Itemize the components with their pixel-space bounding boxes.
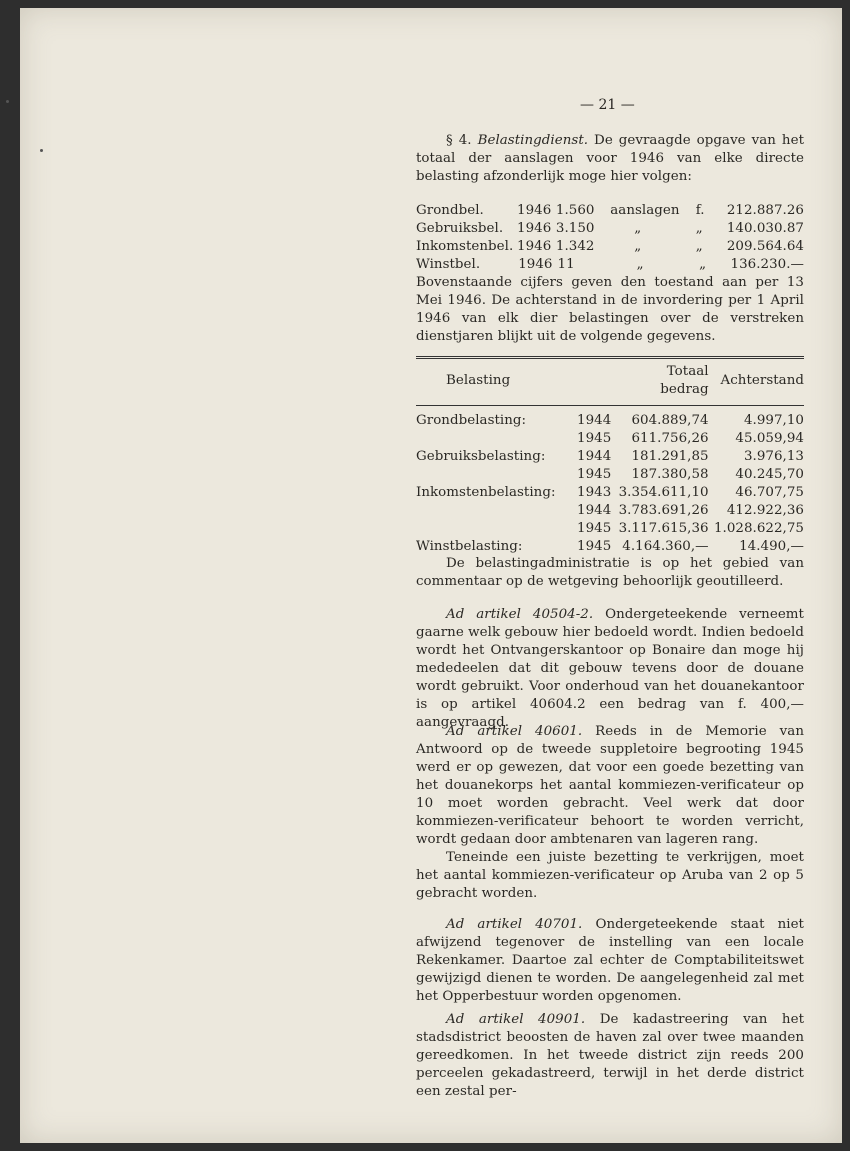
section-intro: [416, 132, 804, 186]
table-row: Grondbelasting: 1944 604.889,74 4.997,10: [416, 406, 804, 431]
col-header-arrears: Achterstand: [720, 373, 804, 388]
assessment-line: Winstbel. 1946 11 „ „ 136.230.—: [416, 257, 804, 272]
section-mark: § 4.: [446, 133, 472, 148]
article-lead: Ad artikel 40901.: [446, 1012, 586, 1027]
table-row: Winstbelasting: 1945 4.164.360,— 14.490,—: [416, 539, 804, 554]
article-lead: Ad artikel 40601.: [446, 724, 583, 739]
margin-mark: [6, 100, 9, 103]
section-intro-text: De gevraagde opgave van het totaal der aanslagen voor 1946 van elke directe belasting afzonderlijk moge hier volgen:: [416, 133, 804, 184]
article-lead: Ad artikel 40504-2.: [446, 607, 594, 622]
document-page: [20, 8, 842, 1143]
assessment-line: Inkomstenbel. 1946 1.342 „ „ 209.564.64: [416, 239, 804, 254]
paragraph-article-40601: Ad artikel 40601. Reeds in de Memorie van Antwoord op de tweede suppletoire begrooting 1945 werd er op gewezen, dat voor een goede bezetting van het douanekorps het aantal kommiezen-verificateur op 10 moet worden gebracht. Veel werk dat door kommiezen-verificateur behoort te worden verricht, wordt gedaan door ambtenaren van lageren rang. Teneinde een juiste bezetting te verkrijgen, moet het aantal kommiezen-verificateur op Aruba van 2 op 5 gebracht worden.: [416, 724, 804, 901]
assessment-note: Bovenstaande cijfers geven den toestand aan per 13 Mei 1946. De achterstand in de invordering per 1 April 1946 van elk dier belastingen over de verstreken dienstjaren blijkt uit de volgende gegevens.: [416, 275, 804, 344]
table-row: Gebruiksbelasting: 1944 181.291,85 3.976,13: [416, 449, 804, 464]
paragraph-admin: De belastingadministratie is op het gebied van commentaar op de wetgeving behoorlijk geoutilleerd.: [416, 556, 804, 589]
col-header-total: Totaal bedrag: [660, 364, 709, 397]
section-heading: Belastingdienst.: [477, 133, 589, 148]
page-number: — 21 —: [580, 97, 635, 113]
table-row: 1945 187.380,58 40.245,70: [577, 467, 804, 482]
paragraph-article-40901: Ad artikel 40901. De kadastreering van het stadsdistrict beoosten de haven zal over twee maanden gereedkomen. In het tweede district zijn reeds 200 perceelen gekadastreerd, terwijl in het derde district een zestal per-: [416, 1012, 804, 1099]
margin-mark: [40, 149, 43, 152]
arrears-table: [416, 356, 804, 556]
article-lead: Ad artikel 40701.: [446, 917, 583, 932]
table-row: Inkomstenbelasting: 1943 3.354.611,10 46.707,75: [416, 485, 804, 500]
assessment-list: [416, 202, 804, 346]
arrears-table-wrap: [416, 356, 804, 556]
table-row: 1945 3.117.615,36 1.028.622,75: [577, 521, 804, 536]
paragraph-article-40504: Ad artikel 40504-2. Ondergeteekende verneemt gaarne welk gebouw hier bedoeld wordt. Indien bedoeld wordt het Ontvangerskantoor op Bonaire dan moge hij mededeelen dat dit gebouw tevens door de douane wordt gebruikt. Voor onderhoud van het douanekantoor is op artikel 40604.2 een bedrag van f. 400,— aangevraagd.: [416, 607, 804, 730]
table-row: 1945 611.756,26 45.059,94: [577, 431, 804, 446]
paragraph-article-40701: Ad artikel 40701. Ondergeteekende staat niet afwijzend tegenover de instelling van een locale Rekenkamer. Daartoe zal echter de Comptabiliteitswet gewijzigd dienen te worden. De aangelegenheid zal met het Opperbestuur worden opgenomen.: [416, 917, 804, 1004]
assessment-line: Gebruiksbel. 1946 3.150 „ „ 140.030.87: [416, 221, 804, 236]
col-header-tax: Belasting: [446, 373, 511, 388]
assessment-line: Grondbel. 1946 1.560 aanslagen f. 212.887.26: [416, 203, 804, 218]
table-row: 1944 3.783.691,26 412.922,36: [577, 503, 804, 518]
